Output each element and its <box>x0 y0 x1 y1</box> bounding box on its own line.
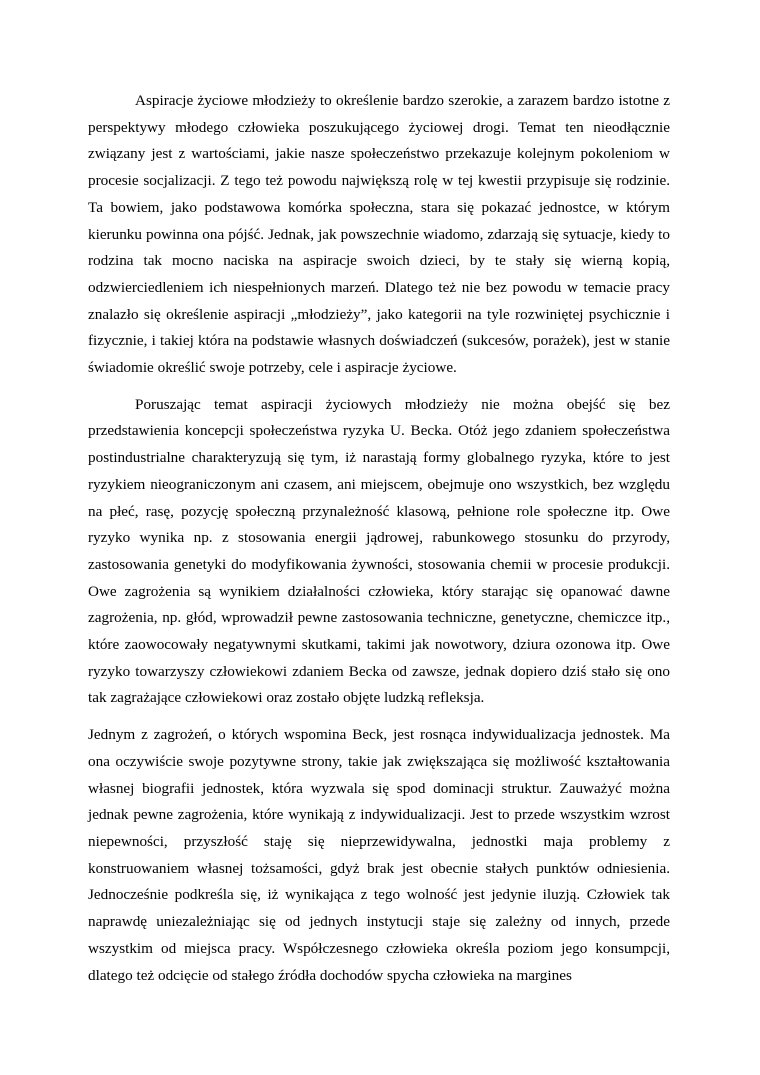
paragraph-aspiracje: Aspiracje życiowe młodzieży to określenie bardzo szerokie, a zarazem bardzo istotne z perspektywy młodego człowieka poszukującego życiowej drogi. Temat ten nieodłącznie związany jest z wartościami, jakie nasze społeczeństwo przekazuje kolejnym pokoleniom w procesie socjalizacji. Z tego też powodu największą rolę w tej kwestii przypisuje się rodzinie. Ta bowiem, jako podstawowa komórka społeczna, stara się pokazać jednostce, w którym kierunku powinna ona pójść. Jednak, jak powszechnie wiadomo, zdarzają się sytuacje, kiedy to rodzina tak mocno naciska na aspiracje swoich dzieci, by te stały się wierną kopią, odzwierciedleniem ich niespełnionych marzeń. Dlatego też nie bez powodu w temacie pracy znalazło się określenie aspiracji „młodzieży”, jako kategorii na tyle rozwiniętej psychicznie i fizycznie, i takiej która na podstawie własnych doświadczeń (sukcesów, porażek), jest w stanie świadomie określić swoje potrzeby, cele i aspiracje życiowe. <box>88 92 670 377</box>
document-page <box>88 88 670 989</box>
paragraph-spoleczenstwo-ryzyka: Poruszając temat aspiracji życiowych młodzieży nie można obejść się bez przedstawienia koncepcji społeczeństwa ryzyka U. Becka. Otóż jego zdaniem społeczeństwa postindustrialne charakteryzują się tym, iż narastają formy globalnego ryzyka, które to jest ryzykiem nieograniczonym ani czasem, ani miejscem, obejmuje ono wszystkich, bez względu na płeć, rasę, pozycję społeczną przynależność klasową, pełnione role społeczne itp. Owe ryzyko wynika np. z stosowania energii jądrowej, rabunkowego stosunku do przyrody, zastosowania genetyki do modyfikowania żywności, stosowania chemii w procesie produkcji. Owe zagrożenia są wynikiem działalności człowieka, który starając się opanować dawne zagrożenia, np. głód, wprowadził pewne zastosowania techniczne, genetyczne, chemiczce itp., które zaowocowały negatywnymi skutkami, takimi jak nowotwory, dziura ozonowa itp. Owe ryzyko towarzyszy człowiekowi zdaniem Becka od zawsze, jednak dopiero dziś stało się ono tak zagrażające człowiekowi oraz zostało objęte ludzką refleksja. <box>88 395 670 707</box>
paragraph-indywidualizacja: Jednym z zagrożeń, o których wspomina Beck, jest rosnąca indywidualizacja jednostek. Ma ona oczywiście swoje pozytywne strony, takie jak zwiększająca się możliwość kształtowania własnej biografii jednostek, która wyzwala się spod dominacji struktur. Zauważyć można jednak pewne zagrożenia, które wynikają z indywidualizacji. Jest to przede wszystkim wzrost niepewności, przyszłość staję się nieprzewidywalna, jednostki maja problemy z konstruowaniem własnej tożsamości, gdyż brak jest obecnie stałych punktów odniesienia. Jednocześnie podkreśla się, iż wynikająca z tego wolność jest jedynie iluzją. Człowiek tak naprawdę uniezależniając się od jednych instytucji staje się zależny od innych, przede wszystkim od miejsca pracy. Współczesnego człowieka określa poziom jego konsumpcji, dlatego też odcięcie od stałego źródła dochodów spycha człowieka na margines <box>88 726 670 984</box>
